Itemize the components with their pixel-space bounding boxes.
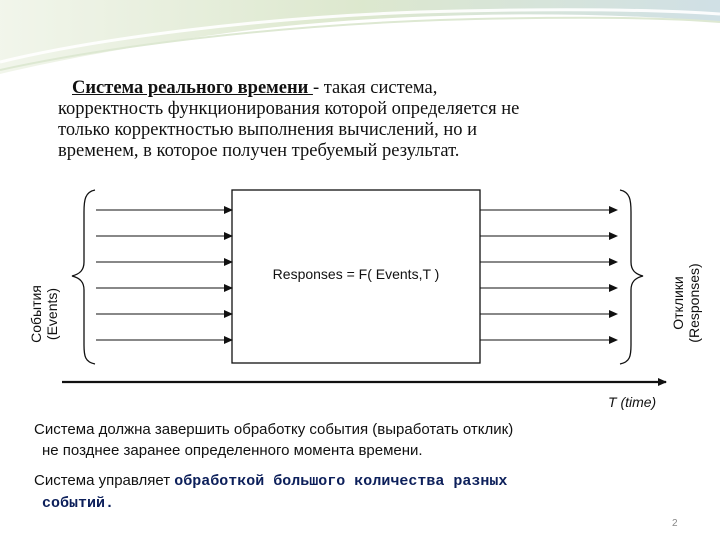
left-brace [72, 190, 95, 364]
deadline-paragraph [34, 419, 684, 461]
processing-highlight-line1: обработкой большого количества разных [174, 473, 508, 490]
definition-line3: только корректностью выполнения вычислений, но и [58, 120, 478, 140]
events-label-ru: События [28, 285, 44, 343]
output-response-arrows [480, 210, 617, 340]
system-formula: Responses = F( Events,T ) [272, 266, 440, 282]
events-processing-paragraph [34, 470, 684, 514]
events-label [28, 285, 60, 343]
right-brace [620, 190, 643, 364]
responses-label-en: (Responses) [686, 263, 702, 343]
events-label-en: (Events) [44, 287, 60, 341]
responses-label-ru: Отклики [670, 276, 686, 330]
deadline-line1: Система должна завершить обработку события (выработать отклик) [34, 421, 514, 438]
processing-prefix: Система управляет [34, 472, 175, 489]
definition-term: Система реального времени [72, 78, 313, 98]
responses-label [670, 263, 702, 342]
time-axis-label: T (time) [608, 394, 657, 410]
deadline-line2: не позднее заранее определенного момента времени. [42, 442, 423, 459]
page-number: 2 [672, 518, 678, 529]
definition-line2: корректность функционирования которой определяется не [58, 99, 520, 119]
definition-rest: - такая система, [312, 78, 438, 98]
definition-line4: временем, в которое получен требуемый результат. [58, 141, 460, 161]
processing-highlight-line2: событий. [42, 495, 115, 512]
input-event-arrows [96, 210, 232, 340]
